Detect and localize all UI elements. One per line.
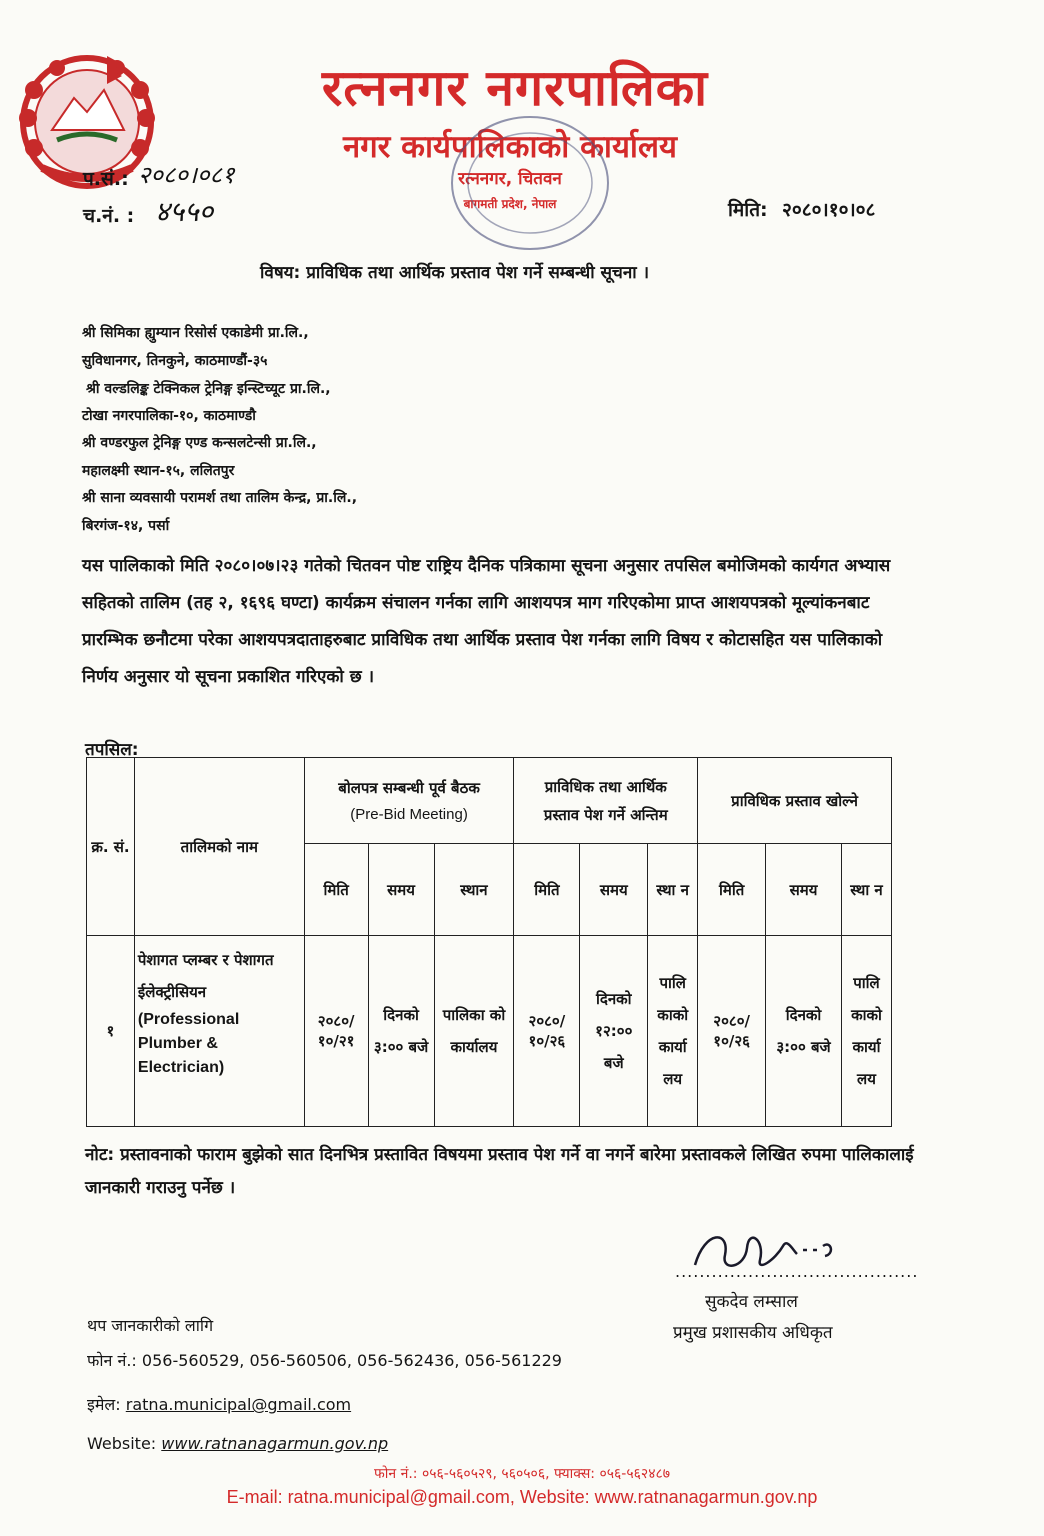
addressee-line: श्री वल्डलिङ्क टेक्निकल ट्रेनिङ्ग इन्स्टिच्यूट प्रा.लि., bbox=[86, 381, 331, 397]
letter-number-value: २०८०।०८१ bbox=[138, 161, 235, 189]
row-serial: १ bbox=[87, 936, 135, 1127]
addressee-line: बिरगंज-१४, पर्सा bbox=[82, 518, 170, 534]
col-serial-header: क्र. सं. bbox=[87, 758, 135, 936]
addressee-line: टोखा नगरपालिका-१०, काठमाण्डौ bbox=[82, 408, 256, 424]
note-text: नोट: प्रस्तावनाको फाराम बुझेको सात दिनभित्र प्रस्तावित विषयमा प्रस्ताव पेश गर्ने वा नगर्ने बारेमा प्रस्तावकले लिखित रुपमा पालिकालाई जानकारी गराउनु पर्नेछ । bbox=[85, 1145, 914, 1198]
sub-date-header: मिति bbox=[304, 844, 368, 936]
footer-phone: फोन नं.: ०५६-५६०५२९, ५६०५०६, फ्याक्स: ०५६-५६२४८७ bbox=[373, 1466, 671, 1482]
website-row bbox=[87, 1434, 388, 1453]
col-submission-header bbox=[514, 758, 698, 844]
phone-row bbox=[87, 1349, 562, 1371]
phone-label: फोन नं.: bbox=[87, 1351, 137, 1370]
office-stamp-icon bbox=[440, 108, 620, 258]
office-address: रत्ननगर, चितवन bbox=[458, 169, 562, 189]
row-open-place: पालि काको कार्या लय bbox=[841, 936, 891, 1127]
prebid-header-line1: बोलपत्र सम्बन्धी पूर्व बैठक bbox=[338, 779, 480, 797]
signatory-name: सुकदेव लम्साल bbox=[705, 1292, 798, 1312]
sub-place-header: स्था न bbox=[648, 844, 698, 936]
dispatch-number-label: च.नं. : bbox=[83, 205, 135, 227]
subject-line: विषय: प्राविधिक तथा आर्थिक प्रस्ताव पेश गर्ने सम्बन्धी सूचना । bbox=[260, 263, 650, 283]
row-submit-date: २०८०/ १०/२६ bbox=[514, 936, 580, 1127]
col-training-name-header: तालिमको नाम bbox=[134, 758, 304, 936]
sub-time-header: समय bbox=[580, 844, 648, 936]
contact-heading: थप जानकारीको लागि bbox=[87, 1316, 214, 1335]
row-submit-time: दिनको १२:०० बजे bbox=[580, 936, 648, 1127]
addressee-line: महालक्ष्मी स्थान-१५, ललितपुर bbox=[82, 463, 235, 479]
schedule-table bbox=[86, 757, 892, 1127]
email-link[interactable]: ratna.municipal@gmail.com bbox=[125, 1395, 352, 1414]
footer-email-website: E-mail: ratna.municipal@gmail.com, Website: www.ratnanagarmun.gov.np bbox=[226, 1487, 818, 1507]
addressee-line: सुविधानगर, तिनकुने, काठमाण्डौं-३५ bbox=[82, 353, 268, 369]
row-training-name bbox=[134, 936, 304, 1127]
sub-date-header: मिति bbox=[698, 844, 766, 936]
training-name-en: (Professional Plumber & Electrician) bbox=[137, 1011, 240, 1076]
email-row bbox=[87, 1393, 351, 1415]
signatory-title: प्रमुख प्रशासकीय अधिकृत bbox=[673, 1323, 833, 1343]
prebid-header-line2: (Pre-Bid Meeting) bbox=[350, 806, 468, 823]
office-subtitle: नगर कार्यपालिकाको कार्यालय bbox=[343, 129, 677, 165]
row-open-date: २०८०/ १०/२६ bbox=[698, 936, 766, 1127]
website-link[interactable]: www.ratnanagarmun.gov.np bbox=[161, 1434, 389, 1453]
addressee-line: श्री वण्डरफुल ट्रेनिङ्ग एण्ड कन्सलटेन्सी प्रा.लि., bbox=[82, 435, 317, 451]
email-label: इमेल: bbox=[87, 1395, 121, 1414]
phone-numbers: 056-560529, 056-560506, 056-562436, 056-561229 bbox=[141, 1351, 562, 1370]
date-value: २०८०।१०।०८ bbox=[782, 199, 876, 221]
row-prebid-time: दिनको ३:०० बजे bbox=[368, 936, 434, 1127]
row-prebid-place: पालिका को कार्यालय bbox=[434, 936, 514, 1127]
sub-place-header: स्थान bbox=[434, 844, 514, 936]
row-open-time: दिनको ३:०० बजे bbox=[766, 936, 842, 1127]
addressee-line: श्री सिमिका ह्युम्यान रिसोर्स एकाडेमी प्रा.लि., bbox=[82, 325, 309, 341]
sub-time-header: समय bbox=[766, 844, 842, 936]
submission-header-line1: प्राविधिक तथा आर्थिक bbox=[544, 777, 667, 796]
letter-number-label: प.सं.: bbox=[83, 168, 129, 190]
date-label: मिति: bbox=[728, 199, 768, 221]
dispatch-number-value: ४५५० bbox=[155, 195, 214, 228]
office-province: बागमती प्रदेश, नेपाल bbox=[463, 197, 557, 211]
website-label: Website: bbox=[87, 1434, 157, 1453]
details-label: तपसिल: bbox=[85, 740, 139, 760]
submission-header-line2: प्रस्ताव पेश गर्ने अन्तिम bbox=[543, 805, 668, 824]
sub-time-header: समय bbox=[368, 844, 434, 936]
sub-place-header: स्था न bbox=[841, 844, 891, 936]
sub-date-header: मिति bbox=[514, 844, 580, 936]
notice-body: यस पालिकाको मिति २०८०।०७।२३ गतेको चितवन पोष्ट राष्ट्रिय दैनिक पत्रिकामा सूचना अनुसार तपसिल बमोजिमको कार्यगत अभ्यास सहितको तालिम (तह २, १६९६ घण्टा) कार्यक्रम संचालन गर्नका लागि आशयपत्र माग गरिएकोमा प्राप्त आशयपत्रको मूल्यांकनबाट प्रारम्भिक छनौटमा परेका आशयपत्रदाताहरुबाट प्राविधिक तथा आर्थिक प्रस्ताव पेश गर्नका लागि विषय र कोटासहित यस पालिकाको निर्णय अनुसार यो सूचना प्रकाशित गरिएको छ । bbox=[82, 556, 891, 687]
table-row bbox=[87, 936, 892, 1127]
row-submit-place: पालि काको कार्या लय bbox=[648, 936, 698, 1127]
row-prebid-date: २०८०/ १०/२१ bbox=[304, 936, 368, 1127]
training-name-np: पेशागत प्लम्बर र पेशागत ईलेक्ट्रीसियन bbox=[137, 951, 274, 1001]
municipality-title: रत्ननगर नगरपालिका bbox=[321, 59, 709, 117]
col-prebid-header bbox=[304, 758, 514, 844]
addressee-line: श्री साना व्यवसायी परामर्श तथा तालिम केन्द्र, प्रा.लि., bbox=[82, 490, 358, 506]
signature-line: ........................................ bbox=[675, 1262, 919, 1281]
col-opening-header: प्राविधिक प्रस्ताव खोल्ने bbox=[698, 758, 892, 844]
